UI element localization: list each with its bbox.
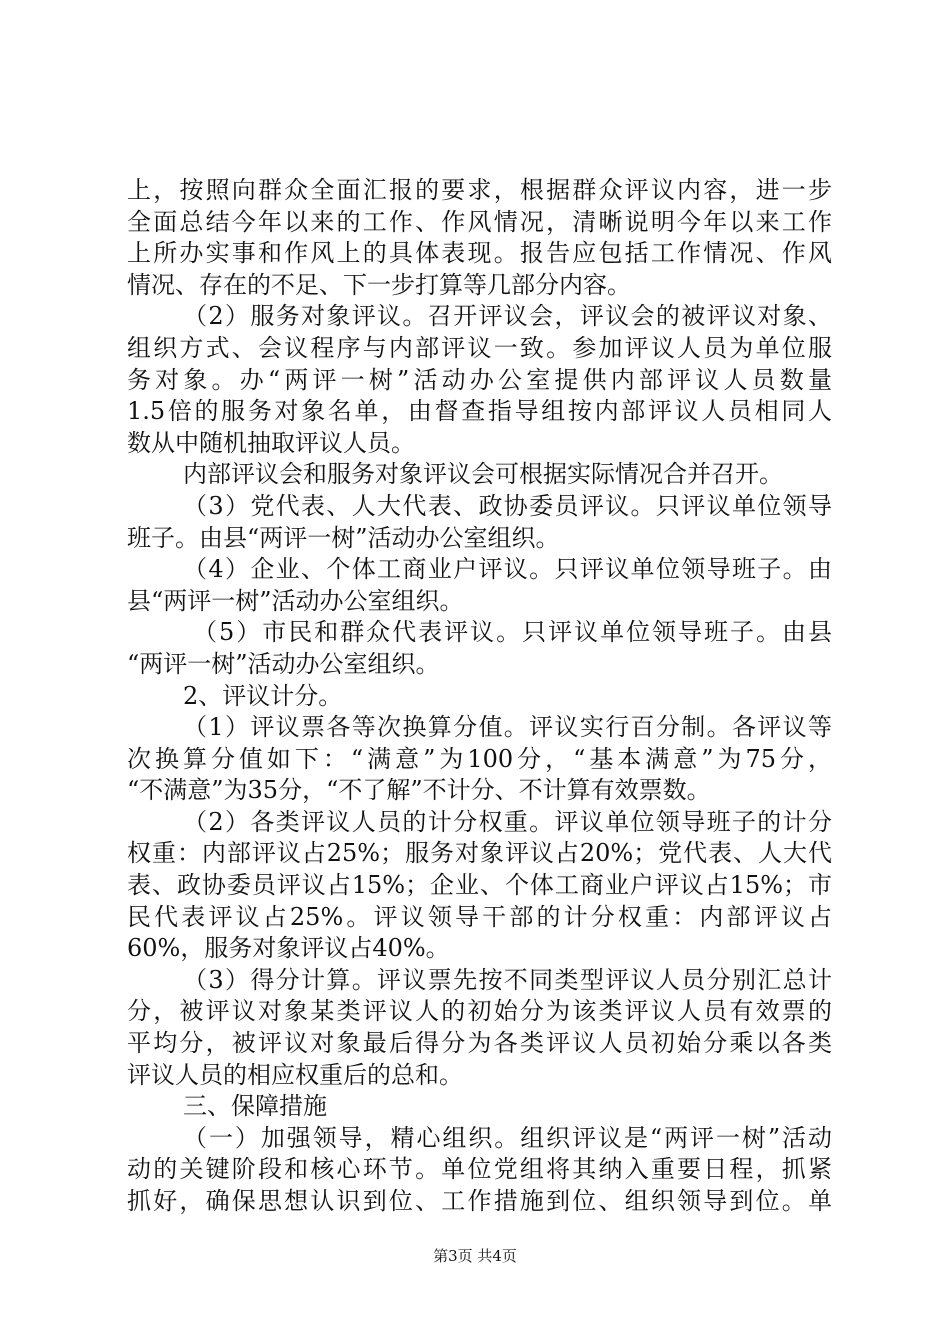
text-line: 次换算分值如下：“满意”为100分，“基本满意”为75分， (127, 744, 832, 773)
paragraph-start-line: （3）党代表、人大代表、政协委员评议。只评议单位领导 (183, 491, 832, 520)
document-body (127, 175, 832, 1218)
text-line: 平均分，被评议对象最后得分为各类评议人员初始分乘以各类 (127, 1029, 832, 1058)
text-line: 组织方式、会议程序与内部评议一致。参加评议人员为单位服 (127, 333, 832, 362)
paragraph-start-line: （一）加强领导，精心组织。组织评议是“两评一树”活动 (183, 1123, 832, 1152)
section-heading: 三、保障措施 (183, 1092, 327, 1121)
text-line: 情况、存在的不足、下一步打算等几部分内容。 (127, 270, 631, 299)
text-line: 县“两评一树”活动办公室组织。 (127, 586, 464, 615)
text-line: 数从中随机抽取评议人员。 (127, 428, 415, 457)
text-line: 务对象。办“两评一树”活动办公室提供内部评议人员数量 (127, 365, 832, 394)
paragraph-start-line: （4）企业、个体工商业户评议。只评议单位领导班子。由 (183, 555, 832, 584)
text-line: 全面总结今年以来的工作、作风情况，清晰说明今年以来工作 (127, 207, 832, 236)
text-line: 分，被评议对象某类评议人的初始分为该类评议人员有效票的 (127, 997, 832, 1026)
paragraph-start-line: （1）评议票各等次换算分值。评议实行百分制。各评议等 (183, 713, 832, 742)
text-line: 评议人员的相应权重后的总和。 (127, 1060, 463, 1089)
section-heading: 2、评议计分。 (183, 681, 343, 710)
text-line: 上所办实事和作风上的具体表现。报告应包括工作情况、作风 (127, 239, 832, 268)
text-line: 民代表评议占25%。评议领导干部的计分权重：内部评议占 (127, 902, 832, 931)
text-line: “两评一树”活动办公室组织。 (127, 649, 440, 678)
paragraph-start-line: （2）服务对象评议。召开评议会，评议会的被评议对象、 (183, 302, 832, 331)
text-line: 1.5倍的服务对象名单，由督查指导组按内部评议人员相同人 (127, 397, 832, 426)
paragraph-start-line: （5）市民和群众代表评议。只评议单位领导班子。由县 (193, 618, 832, 647)
text-line: 上，按照向群众全面汇报的要求，根据群众评议内容，进一步 (127, 176, 832, 204)
text-line: 抓好，确保思想认识到位、工作措施到位、组织领导到位。单 (127, 1187, 832, 1215)
text-line: 表、政协委员评议占15%；企业、个体工商业户评议占15%；市 (127, 871, 832, 900)
text-line: “不满意”为35分，“不了解”不计分、不计算有效票数。 (127, 776, 711, 805)
text-line: 班子。由县“两评一树”活动办公室组织。 (127, 523, 560, 552)
text-line: 权重：内部评议占25%；服务对象评议占20%；党代表、人大代 (127, 839, 832, 868)
paragraph-start-line: （3）得分计算。评议票先按不同类型评议人员分别汇总计 (183, 965, 832, 994)
text-line: 60%，服务对象评议占40%。 (127, 934, 450, 963)
paragraph-start-line: （2）各类评议人员的计分权重。评议单位领导班子的计分 (183, 807, 832, 836)
page-number-footer: 第3页 共4页 (433, 1247, 517, 1265)
text-line: 动的关键阶段和核心环节。单位党组将其纳入重要日程，抓紧 (127, 1155, 832, 1184)
paragraph-start-line: 内部评议会和服务对象评议会可根据实际情况合并召开。 (183, 460, 783, 489)
